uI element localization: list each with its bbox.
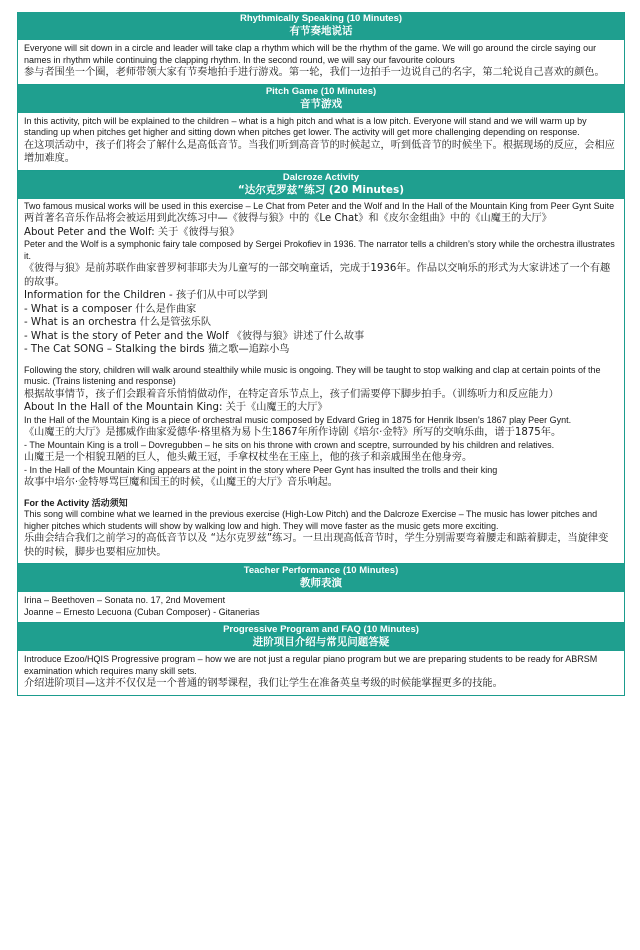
section-header-rhythm <box>18 12 624 40</box>
activity-zh: 乐曲会结合我们之前学习的高低音节以及 “达尔克罗兹”练习。一旦出现高低音节时，学生分别需要弯着腰走和踮着脚走，当旋律变快的时候，脚步也要相应加快。 <box>24 533 609 558</box>
section-title-zh: 有节奏地说话 <box>289 25 353 37</box>
section-body-teacher <box>18 592 624 623</box>
dalcroze-intro-zh: 两首著名音乐作品将会被运用到此次练习中—《彼得与狼》中的《Le Chat》和《皮尔金组曲》中的《山魔王的大厅》 <box>24 213 552 224</box>
peter-wolf-zh: 《彼得与狼》是前苏联作曲家普罗柯菲耶夫为儿童写的一部交响童话，完成于1936年。作品以交响乐的形式为大家讲述了一个有趣的故事。 <box>24 263 611 288</box>
paragraph-zh: 参与者围坐一个圈，老师带领大家有节奏地拍手进行游戏。第一轮，我们一边拍手一边说自己的名字，第二轮说自己喜欢的颜色。 <box>24 67 605 78</box>
follow-story-en: Following the story, children will walk around stealthily while music is ongoing. They will be taught to stop walking and clap at certain points of the music. (Trains listening and response) <box>24 364 601 386</box>
performance-line: Irina – Beethoven – Sonata no. 17, 2nd Movement <box>24 595 226 605</box>
about-hall-heading: About In the Hall of the Mountain King: 关于《山魔王的大厅》 <box>24 402 328 413</box>
section-header-dalcroze <box>18 171 624 199</box>
hall-en: In the Hall of the Mountain King is a piece of orchestral music composed by Edvard Grieg in 1875 for Henrik Ibsen’s 1867 play Peer Gynt. <box>24 414 572 425</box>
section-header-progressive <box>18 623 624 651</box>
paragraph-en: Everyone will sit down in a circle and leader will take clap a rhythm which will be the rhythm of the game. We will go around the circle saying our names in rhythm while continuing the clapping rhythm. In the second round, we will say our favourite colours <box>24 43 597 65</box>
performance-line: Joanne – Ernesto Lecuona (Cuban Composer) - Gitanerias <box>24 606 260 617</box>
section-header-pitch <box>18 85 624 113</box>
section-body-pitch <box>18 113 624 171</box>
info-item: - What is an orchestra 什么是管弦乐队 <box>24 317 212 328</box>
section-header-teacher <box>18 564 624 592</box>
about-peter-wolf-heading: About Peter and the Wolf: 关于《彼得与狼》 <box>24 226 240 238</box>
insult-point-zh: 故事中培尔·金特辱骂巨魔和国王的时候，《山魔王的大厅》音乐响起。 <box>24 477 338 488</box>
section-title-en: Progressive Program and FAQ (10 Minutes) <box>223 624 419 635</box>
insult-point-en: - In the Hall of the Mountain King appears at the point in the story where Peer Gynt has insulted the trolls and their king <box>24 464 498 475</box>
section-title-zh: 音节游戏 <box>300 97 342 110</box>
info-item: - What is a composer 什么是作曲家 <box>24 303 197 315</box>
info-item: - The Cat SONG – Stalking the birds 猫之歌—追踪小鸟 <box>24 344 290 355</box>
section-body-dalcroze <box>18 199 624 565</box>
activity-en: This song will combine what we learned in the previous exercise (High-Low Pitch) and the Dalcroze Exercise – The music has lower pitches and higher pitches which students will show by walking low and high. They will move faster as the music gets more exciting. <box>24 509 598 531</box>
paragraph-en: In this activity, pitch will be explained to the children – what is a high pitch and what is a low pitch. Everyone will stand and we will warm up by standing up when pitches get higher and sitting down when pitches get lower. The activity will get more challenging depending on response. <box>24 115 587 137</box>
section-title-en: Pitch Game (10 Minutes) <box>265 85 377 97</box>
section-title-en: Dalcroze Activity <box>282 171 360 183</box>
paragraph-zh: 在这项活动中，孩子们将会了解什么是高低音节。当我们听到高音节的时候起立，听到低音节的时候坐下。根据现场的反应，会相应增加难度。 <box>24 139 615 164</box>
paragraph-en: Introduce Ezoo/HQIS Progressive program – how we are not just a regular piano program but we are preparing students to be ready for ABRSM examination which requires many skill sets. <box>24 654 598 676</box>
section-title-zh: “达尔克罗兹”练习 (20 Minutes) <box>237 183 405 196</box>
section-body-progressive <box>18 651 624 696</box>
troll-zh: 山魔王是一个相貌丑陋的巨人，他头戴王冠，手拿权杖坐在王座上，他的孩子和亲戚围坐在他身旁。 <box>24 452 473 463</box>
activity-heading: For the Activity 活动须知 <box>24 497 128 508</box>
section-title-en: Teacher Performance (10 Minutes) <box>243 565 399 576</box>
lesson-plan-document <box>17 12 625 696</box>
follow-story-zh: 根据故事情节，孩子们会跟着音乐悄悄做动作，在特定音乐节点上，孩子们需要停下脚步拍手。（训练听力和反应能力） <box>24 388 559 400</box>
section-title-zh: 教师表演 <box>300 577 342 589</box>
section-title-zh: 进阶项目介绍与常见问题答疑 <box>252 636 390 648</box>
section-body-rhythm <box>18 40 624 85</box>
info-heading: Information for the Children - 孩子们从中可以学到 <box>24 290 268 301</box>
section-title-en: Rhythmically Speaking (10 Minutes) <box>239 13 403 24</box>
hall-zh: 《山魔王的大厅》是挪威作曲家爱德华·格里格为易卜生1867年所作诗剧《培尔·金特》所写的交响乐曲，谱于1875年。 <box>24 427 562 438</box>
dalcroze-intro-en: Two famous musical works will be used in this exercise – Le Chat from Peter and the Wolf and In the Hall of the Mountain King from Peer Gynt Suite <box>24 200 615 211</box>
peter-wolf-en: Peter and the Wolf is a symphonic fairy tale composed by Sergei Prokofiev in 1936. The narrator tells a children’s story while the orchestra illustrates it. <box>24 239 615 261</box>
troll-en: - The Mountain King is a troll – Dovregubben – he sits on his throne with crown and sceptre, surrounded by his children and relatives. <box>24 439 555 450</box>
paragraph-zh: 介绍进阶项目—这并不仅仅是一个普通的钢琴课程，我们让学生在准备英皇考级的时候能掌握更多的技能。 <box>24 678 503 689</box>
info-item: - What is the story of Peter and the Wolf 《彼得与狼》讲述了什么故事 <box>24 330 365 342</box>
